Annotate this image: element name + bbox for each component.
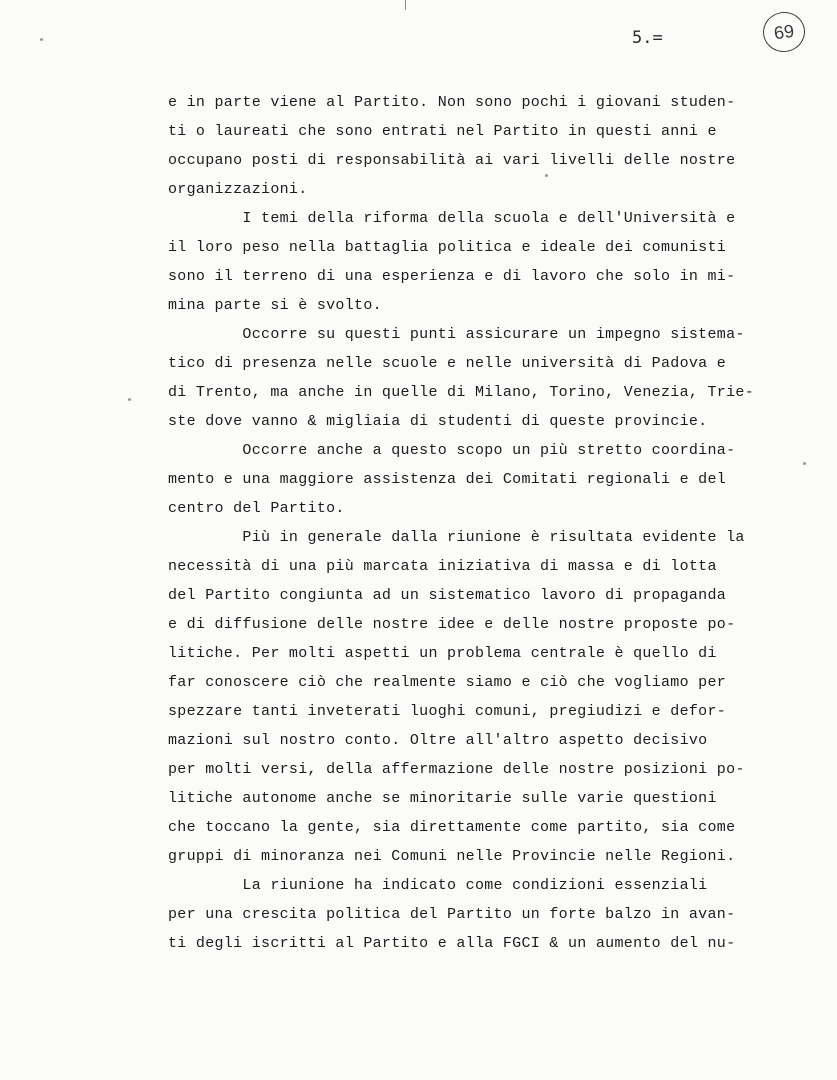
paper-speck <box>803 462 806 465</box>
text-line: Più in generale dalla riunione è risultata evidente la <box>168 529 745 546</box>
text-line: centro del Partito. <box>168 500 345 517</box>
text-line: tico di presenza nelle scuole e nelle università di Padova e <box>168 355 727 372</box>
text-line: ste dove vanno & migliaia di studenti di queste provincie. <box>168 413 708 430</box>
text-line: litiche autonome anche se minoritarie sulle varie questioni <box>168 790 717 807</box>
text-line: del Partito congiunta ad un sistematico lavoro di propaganda <box>168 587 727 604</box>
text-line: mento e una maggiore assistenza dei Comitati regionali e del <box>168 471 727 488</box>
paper-speck <box>128 398 131 401</box>
text-line: Occorre anche a questo scopo un più stretto coordina- <box>168 442 736 459</box>
paper-speck <box>40 38 43 41</box>
text-line: per una crescita politica del Partito un forte balzo in avan- <box>168 906 736 923</box>
text-line: che toccano la gente, sia direttamente come partito, sia come <box>168 819 736 836</box>
text-line: far conoscere ciò che realmente siamo e ciò che vogliamo per <box>168 674 727 691</box>
archive-stamp: 69 <box>760 9 807 54</box>
text-line: ti degli iscritti al Partito e alla FGCI & un aumento del nu- <box>168 935 736 952</box>
text-line: di Trento, ma anche in quelle di Milano, Torino, Venezia, Trie- <box>168 384 754 401</box>
text-line: per molti versi, della affermazione delle nostre posizioni po- <box>168 761 745 778</box>
top-edge-mark <box>405 0 406 10</box>
text-line: e in parte viene al Partito. Non sono pochi i giovani studen- <box>168 94 736 111</box>
text-line: ti o laureati che sono entrati nel Partito in questi anni e <box>168 123 717 140</box>
paper-speck <box>545 174 548 177</box>
text-line: organizzazioni. <box>168 181 308 198</box>
text-line: I temi della riforma della scuola e dell'Università e <box>168 210 736 227</box>
text-line: La riunione ha indicato come condizioni essenziali <box>168 877 708 894</box>
text-line: mina parte si è svolto. <box>168 297 382 314</box>
text-line: spezzare tanti inveterati luoghi comuni, pregiudizi e defor- <box>168 703 727 720</box>
text-line: litiche. Per molti aspetti un problema centrale è quello di <box>168 645 717 662</box>
text-line: mazioni sul nostro conto. Oltre all'altro aspetto decisivo <box>168 732 708 749</box>
text-line: gruppi di minoranza nei Comuni nelle Provincie nelle Regioni. <box>168 848 736 865</box>
text-line: Occorre su questi punti assicurare un impegno sistema- <box>168 326 745 343</box>
page-number: 5.= <box>632 28 663 48</box>
text-line: sono il terreno di una esperienza e di lavoro che solo in mi- <box>168 268 736 285</box>
text-line: occupano posti di responsabilità ai vari livelli delle nostre <box>168 152 736 169</box>
text-line: e di diffusione delle nostre idee e delle nostre proposte po- <box>168 616 736 633</box>
text-line: il loro peso nella battaglia politica e ideale dei comunisti <box>168 239 727 256</box>
text-line: necessità di una più marcata iniziativa di massa e di lotta <box>168 558 717 575</box>
body-text <box>168 88 808 958</box>
